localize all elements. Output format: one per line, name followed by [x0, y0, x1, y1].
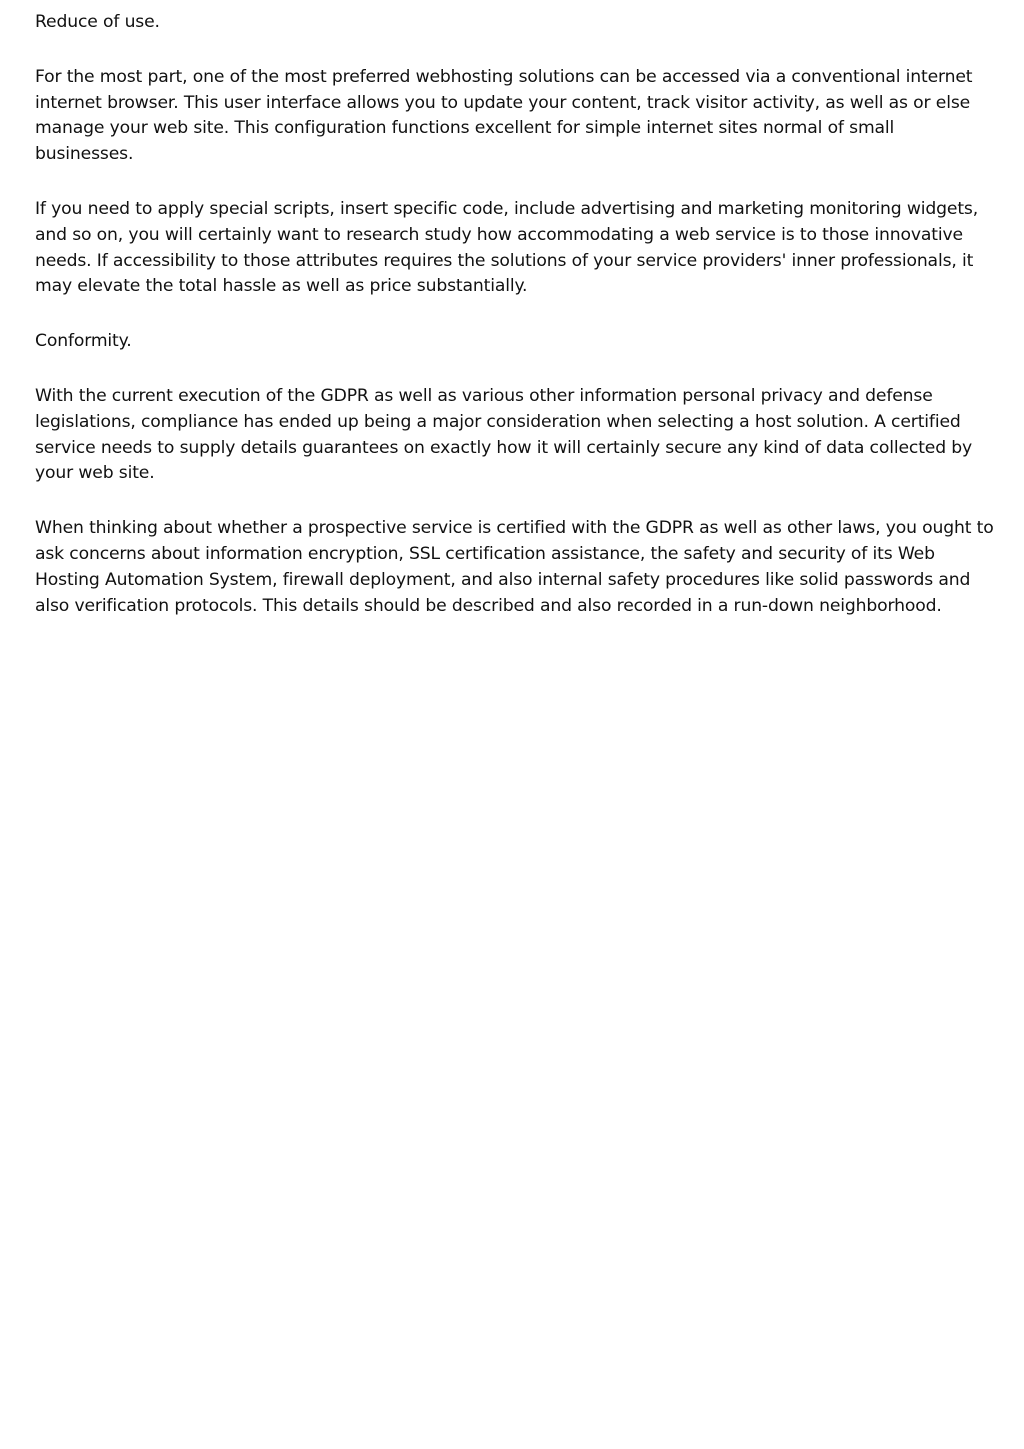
- heading-conformity: Conformity.: [35, 331, 132, 352]
- paragraph-special-scripts: If you need to apply special scripts, insert specific code, include advertising and marketing monitoring widgets, and so on, you will certainly want to research study how accommodating a web service is to those innovative needs. If accessibility to those attributes requires the solutions of your service providers' inner professionals, it may elevate the total hassle as well as price substantially.: [35, 198, 979, 297]
- document-body: [35, 10, 997, 648]
- heading-reduce-of-use: Reduce of use.: [35, 12, 160, 32]
- paragraph-gdpr-compliance: With the current execution of the GDPR as well as various other information personal privacy and defense legislations, compliance has ended up being a major consideration when selecting a host solution. A certified service needs to supply details guarantees on exactly how it will certainly secure any kind of data collected by your web site.: [35, 385, 973, 484]
- paragraph-webhosting-browser: For the most part, one of the most preferred webhosting solutions can be accessed via a conventional internet internet browser. This user interface allows you to update your content, track visitor activity, as well as or else manage your web site. This configuration functions excellent for simple internet sites normal of small businesses.: [35, 66, 973, 165]
- paragraph-gdpr-questions: When thinking about whether a prospective service is certified with the GDPR as well as other laws, you ought to ask concerns about information encryption, SSL certification assistance, the safety and security of its Web Hosting Automation System, firewall deployment, and also internal safety procedures like solid passwords and also verification protocols. This details should be described and also recorded in a run-down neighborhood.: [35, 518, 994, 616]
